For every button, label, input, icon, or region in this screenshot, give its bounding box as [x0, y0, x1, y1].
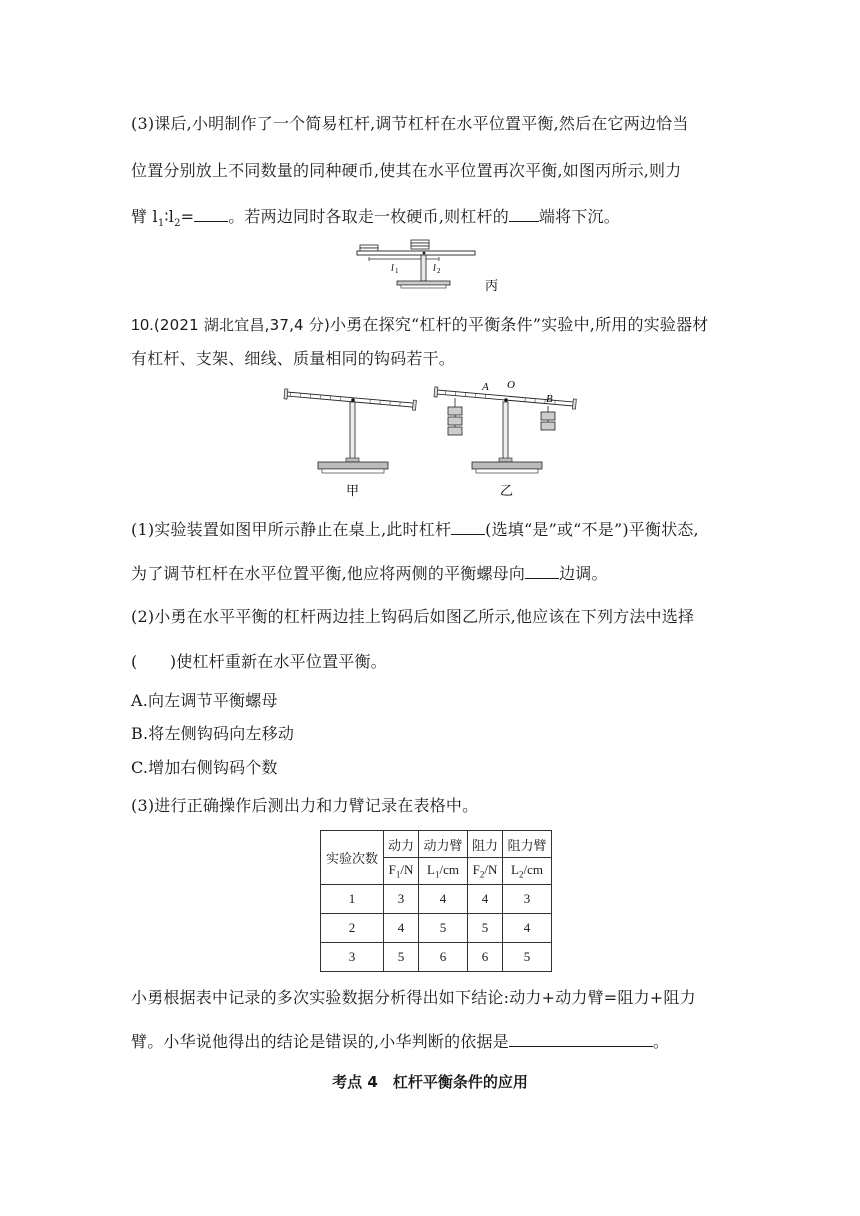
q9-part3-line3: 臂 $l_1∶l_2=$ 。若两边同时各取走一枚硬币,则杠杆的 端将下沉。	[131, 207, 620, 230]
q10-intro-line2: 有杠杆、支架、细线、质量相同的钩码若干。	[131, 349, 456, 368]
figure-bing-coin-lever	[355, 236, 505, 296]
label-l2: l	[433, 263, 436, 274]
answer-blank-balance-state[interactable]	[451, 518, 485, 535]
option-b: B.将左侧钩码向左移动	[131, 724, 295, 743]
svg-text:2: 2	[437, 267, 441, 275]
answer-blank-nut-direction[interactable]	[525, 562, 559, 579]
header-trial: 实验次数	[321, 831, 384, 885]
header-effort-force: 动力	[384, 831, 419, 858]
point-label-O: O	[507, 379, 515, 391]
point-label-A: A	[482, 381, 489, 393]
unit-l2: $L_2/cm$	[503, 858, 552, 885]
q9-part3-line2: 位置分别放上不同数量的同种硬币,使其在水平位置再次平衡,如图丙所示,则力	[131, 161, 682, 180]
svg-text:1: 1	[395, 267, 399, 275]
figure-label-yi: 乙	[500, 484, 514, 499]
unit-f2: $F_2/N$	[468, 858, 503, 885]
q10-part1-line1: (1)实验装置如图甲所示静止在桌上,此时杠杆 (选填“是”或“不是”)平衡状态,	[131, 520, 699, 539]
point-label-B: B	[546, 393, 553, 405]
q10-intro-line1: 10.(2021 湖北宜昌,37,4 分)小勇在探究“杠杆的平衡条件”实验中,所用的实验器材	[131, 315, 709, 334]
figure-label-bing: 丙	[485, 279, 499, 294]
answer-blank-reason[interactable]	[509, 1030, 653, 1047]
q10-part2-line1: (2)小勇在水平平衡的杠杆两边挂上钩码后如图乙所示,他应该在下列方法中选择	[131, 607, 695, 626]
header-effort-arm: 动力臂	[419, 831, 468, 858]
data-table	[320, 830, 552, 972]
label-l1: l	[391, 263, 394, 274]
figure-label-jia: 甲	[346, 484, 360, 499]
unit-l1: $L_1/cm$	[419, 858, 468, 885]
header-load-force: 阻力	[468, 831, 503, 858]
q9-part3-line1: (3)课后,小明制作了一个简易杠杆,调节杠杆在水平位置平衡,然后在它两边恰当	[131, 114, 689, 133]
figure-jia-tilted-lever	[280, 380, 420, 500]
table-row: 2 4 5 5 4	[321, 914, 552, 943]
header-load-arm: 阻力臂	[503, 831, 552, 858]
q10-conclusion-line2: 臂。小华说他得出的结论是错误的,小华判断的依据是 。	[131, 1032, 670, 1051]
answer-blank-side[interactable]	[509, 205, 539, 222]
q10-conclusion-line1: 小勇根据表中记录的多次实验数据分析得出如下结论:动力+动力臂=阻力+阻力	[131, 988, 696, 1007]
figure-yi-lever-with-weights	[430, 352, 590, 502]
q10-part2-line2: ( )使杠杆重新在水平位置平衡。	[131, 652, 387, 671]
option-a: A.向左调节平衡螺母	[131, 691, 278, 710]
q10-part3-line1: (3)进行正确操作后测出力和力臂记录在表格中。	[131, 796, 479, 815]
answer-blank-ratio[interactable]	[194, 205, 228, 222]
option-c: C.增加右侧钩码个数	[131, 758, 278, 777]
unit-f1: $F_1/N$	[384, 858, 419, 885]
table-row: 1 3 4 4 3	[321, 885, 552, 914]
q10-part1-line2: 为了调节杠杆在水平位置平衡,他应将两侧的平衡螺母向 边调。	[131, 564, 608, 583]
table-row: 3 5 6 6 5	[321, 943, 552, 972]
section-heading: 考点 4 杠杆平衡条件的应用	[332, 1073, 528, 1091]
